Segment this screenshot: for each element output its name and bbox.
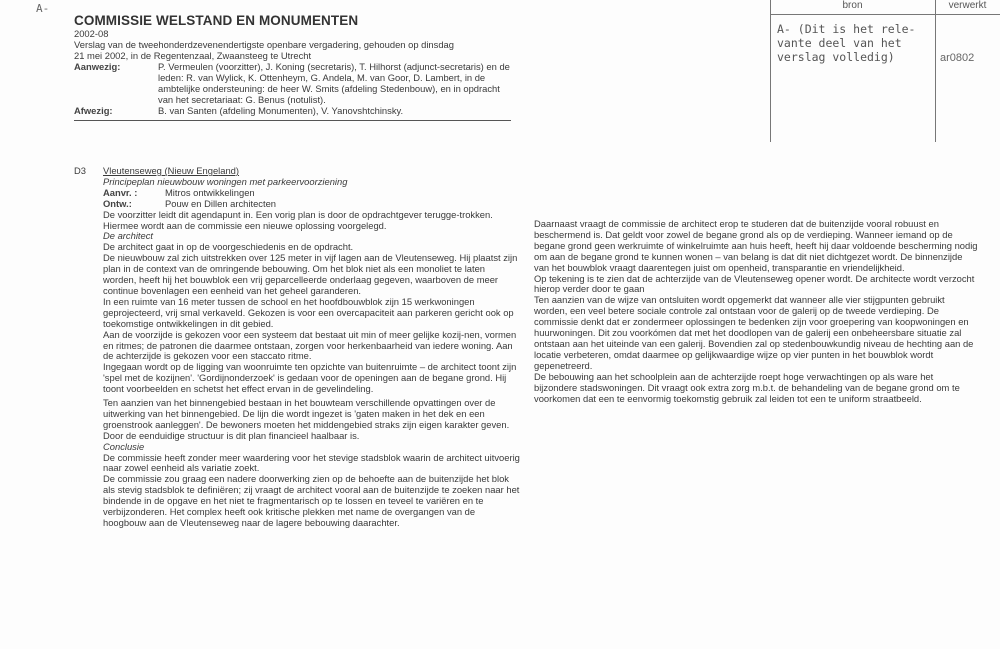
register-verwerkt-code: ar0802 xyxy=(940,52,975,64)
absent-label: Afwezig: xyxy=(74,105,113,116)
document-header xyxy=(74,13,510,116)
agenda-item-left-column xyxy=(74,166,520,529)
corner-mark: A- xyxy=(36,2,50,15)
designer-row xyxy=(103,199,520,210)
attendees-present xyxy=(74,61,510,105)
architect-paragraph: Door de eenduidige structuur is dit plan financieel haalbaar is. xyxy=(103,429,360,441)
present-value: P. Vermeulen (voorzitter), J. Koning (secretaris), T. Hilhorst (adjunct-secretaris) en de leden: R. van Wylick, K. Ottenheym, G. Andela, M. van Goor, D. Lambert, in de ambtelijke ondersteuning: de heer W. Smits (afdeling Stedenbouw), en in opdracht van het secretariaat: G. Benus (notulist). xyxy=(158,61,510,105)
continued-paragraph: Op tekening is te zien dat de achterzijde van de Vleutenseweg opener wordt. De architecte wordt verzocht hierop verder door te gaan xyxy=(534,272,975,295)
document-number: 2002-08 xyxy=(74,28,109,39)
applicant-label: Aanvr. : xyxy=(103,186,138,198)
designer-label: Ontw.: xyxy=(103,197,132,209)
register-bron-note: A- (Dit is het rele- vante deel van het verslag volledig) xyxy=(777,22,916,64)
absent-value: B. van Santen (afdeling Monumenten), V. Yanovshtchinsky. xyxy=(158,105,404,116)
continued-paragraph: Ten aanzien van de wijze van ontsluiten wordt opgemerkt dat wanneer alle vier stijgpunten gebruikt worden, een veel betere sociale controle zal ontstaan voor de galerij op de tweede verdieping. De commissie denkt dat er zondermeer oplossingen te bedenken zijn voor groepering van koopwoningen en huurwoningen. Dit zou voorkómen dat met het doodlopen van de galerij een onbeheersbare situatie zal ontstaan aan het uiteinde van een galerij. Bovendien zal op stedenbouwkundig niveau de hechting aan de locatie verbeteren, omdat daarmee op gelijkwaardige wijze op vier punten in het bouwblok wordt gepenetreerd. xyxy=(534,294,974,371)
register-column-bron: bron xyxy=(842,0,863,11)
register-table-header-rule xyxy=(770,14,1000,15)
architect-paragraph: Ten aanzien van het binnengebied bestaan in het bouwteam verschillende opvattingen over de uitwerking van het binnengebied. De lijn die wordt ingezet is 'gaten maken in het dek en een groenstrook aanleggen'. De bewoners moeten het middengebied straks zijn eigen karakter geven. xyxy=(103,397,510,430)
continued-paragraph: De bebouwing aan het schoolplein aan de achterzijde roept hoge verwachtingen op als ware het bijzondere stadswoningen. Dit vraagt ook extra zorg m.b.t. de behandeling van de begane grond om te voorkomen dat een te eenvormig toekomstig gebruik zal leiden tot een te uniform straatbeeld. xyxy=(534,370,960,404)
architect-paragraph: Ingegaan wordt op de ligging van woonruimte ten opzichte van buitenruimte – de architect toont zijn 'spel met de kozijnen'. 'Gordijnonderzoek' is gedaan voor de openingen aan de begane grond. Hij toont voorbeelden en schetst het effect ervan in de gevelindeling. xyxy=(103,361,517,395)
applicant-value: Mitros ontwikkelingen xyxy=(165,186,255,198)
designer-value: Pouw en Dillen architecten xyxy=(165,197,276,209)
conclusion-heading: Conclusie xyxy=(103,440,145,452)
architect-paragraph: In een ruimte van 16 meter tussen de school en het hoofdbouwblok zijn 15 werkwoningen geprojecteerd, vrij smal verkaveld. Gekozen is voor een overcapaciteit aan parkeren gericht ook op toekomstige ontwikkelingen in dit gebied. xyxy=(103,295,514,329)
architect-heading: De architect xyxy=(103,230,154,242)
meeting-description-line-2: 21 mei 2002, in de Regentenzaal, Zwaansteeg te Utrecht xyxy=(74,50,312,61)
conclusion-paragraph: De commissie heeft zonder meer waardering voor het stevige stadsblok waarin de architect uitvoerig naar zowel eenheid als variatie zoekt. xyxy=(103,451,520,474)
agenda-item-number: D3 xyxy=(74,165,86,176)
agenda-item-subject: Principeplan nieuwbouw woningen met parkeervoorziening xyxy=(103,175,348,187)
meeting-description-line-1: Verslag van de tweehonderdzevenendertigste openbare vergadering, gehouden op dinsdag xyxy=(74,39,454,50)
conclusion-paragraph: De commissie zou graag een nadere doorwerking zien op de behoefte aan de buitenzijde het blok als stevig stadsblok te definiëren; zij vraagt de architect vooral aan de buitenzijde te zoeken naar het bindende in de opgave en het niet te fragmentarisch op te lossen en teveel te variëren en te verbijzonderen. Het complex heeft ook kritische plekken met name de overgangen van de hoogbouw aan de Vleutenseweg naar de lagere bebouwing daarachter. xyxy=(103,473,520,528)
architect-paragraph: De nieuwbouw zal zich uitstrekken over 125 meter in vijf lagen aan de Vleutenseweg. Hij plaatst zijn plan in de context van de omringende bebouwing. Om het blok niet als een monoliet te laten worden, heeft hij het bouwblok een vrij geparcelleerde onderlaag gegeven, waarboven de meer continue bovenlagen een eenheid van het geheel garanderen. xyxy=(103,252,518,296)
register-table-border-left xyxy=(770,0,771,142)
document-title: COMMISSIE WELSTAND EN MONUMENTEN xyxy=(74,13,359,28)
agenda-item-right-column xyxy=(534,219,979,404)
register-column-verwerkt: verwerkt xyxy=(948,0,987,11)
architect-paragraph: De architect gaat in op de voorgeschiedenis en de opdracht. xyxy=(103,241,354,253)
continued-paragraph: Daarnaast vraagt de commissie de architect erop te studeren dat de buitenzijde vooral robuust en beschermend is. Dat geldt voor zowel de begane grond als op de verdieping. Wanneer iemand op de begane grond geen werkruimte of winkelruimte aan huis heeft, heeft hij daar voldoende bescherming nodig om aan de begane grond te kunnen wonen – van belang is dat dit niet dichtgezet wordt. De binnenzijde van het bouwblok vraagt daarentegen juist om openheid, transparantie en vriendelijkheid. xyxy=(534,218,978,273)
intro-paragraph: De voorzitter leidt dit agendapunt in. Een vorig plan is door de opdrachtgever terugge-trokken. Hiermee wordt aan de commissie een nieuwe oplossing voorgelegd. xyxy=(103,208,493,231)
agenda-item-location: Vleutenseweg (Nieuw Engeland) xyxy=(103,165,240,176)
header-divider xyxy=(74,120,511,121)
register-table-column-divider xyxy=(935,0,936,142)
attendees-absent xyxy=(74,105,510,116)
architect-paragraph: Aan de voorzijde is gekozen voor een systeem dat bestaat uit min of meer gelijke kozij-nen, vormen en ritmes; de patronen die daarmee ontstaan, zorgen voor herkenbaarheid van iedere woning. Aan de achterzijde is gekozen voor een staccato ritme. xyxy=(103,328,517,362)
present-label: Aanwezig: xyxy=(74,61,121,72)
